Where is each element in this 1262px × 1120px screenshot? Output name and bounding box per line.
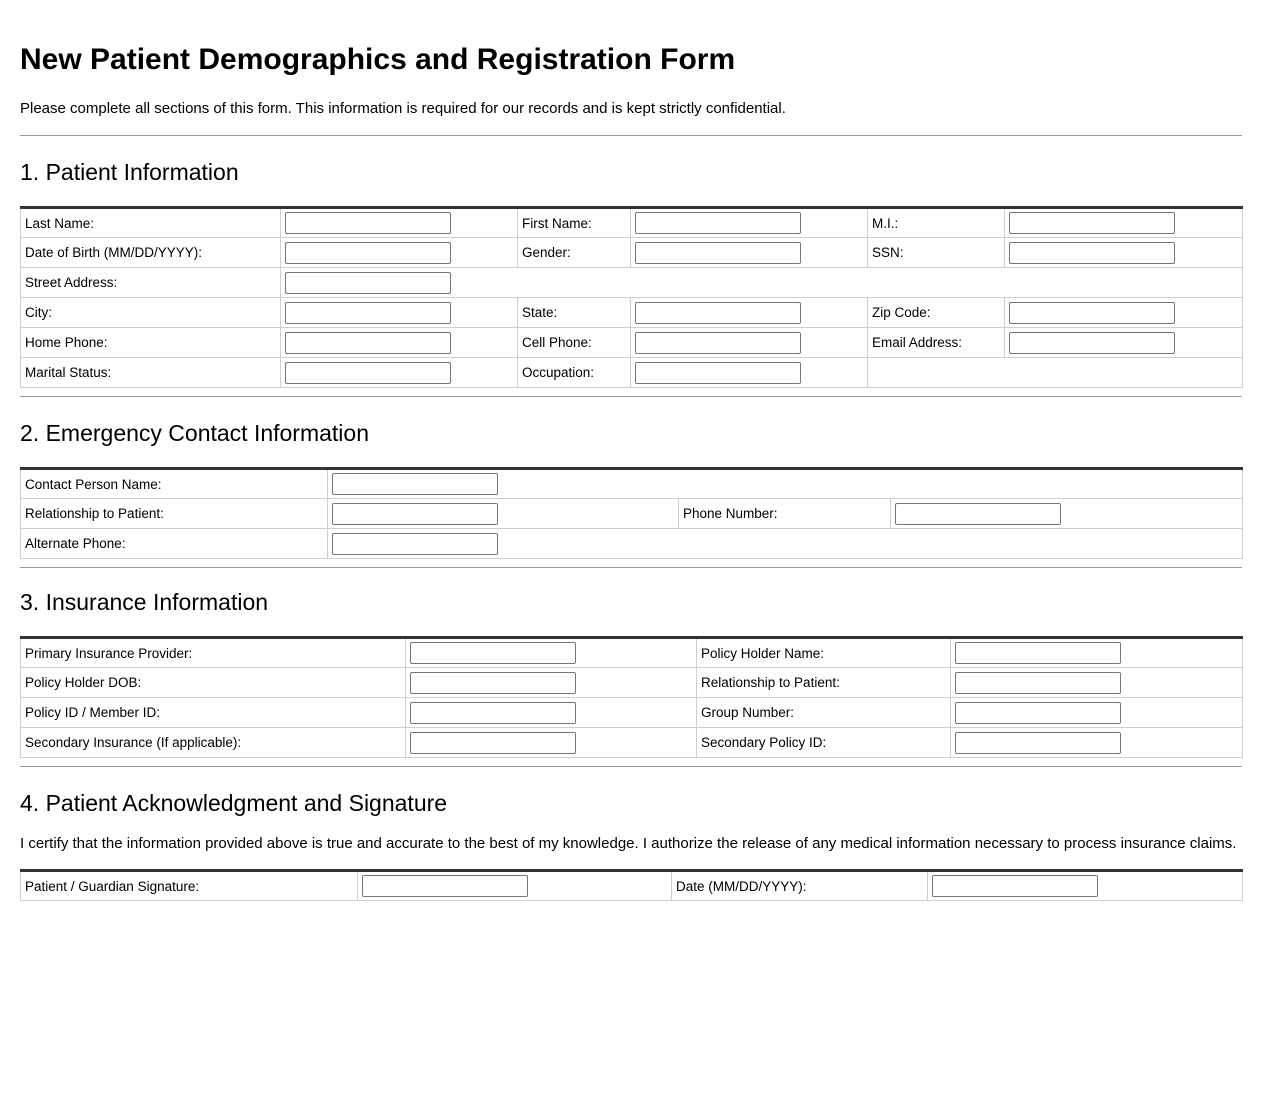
page-title: New Patient Demographics and Registration Form: [20, 43, 736, 76]
certification-statement: I certify that the information provided above is true and accurate to the best of my knowledge. I authorize the release of any medical information necessary to process insurance claims.: [20, 835, 1237, 852]
gender-input[interactable]: [635, 242, 801, 264]
signature-date-input[interactable]: [932, 875, 1098, 897]
table-row: [21, 298, 1243, 328]
signature-table: [20, 869, 1243, 901]
secondary-insurance-label: Secondary Insurance (If applicable):: [21, 728, 406, 758]
table-row: [21, 268, 1243, 298]
email-input[interactable]: [1009, 332, 1175, 354]
policy-holder-dob-label: Policy Holder DOB:: [21, 668, 406, 698]
divider: [20, 396, 1242, 397]
occupation-label: Occupation:: [518, 358, 631, 388]
email-label: Email Address:: [868, 328, 1005, 358]
table-row: [21, 469, 1243, 499]
first-name-input[interactable]: [635, 212, 801, 234]
alternate-phone-label: Alternate Phone:: [21, 529, 328, 559]
signature-date-label: Date (MM/DD/YYYY):: [672, 871, 928, 901]
contact-phone-label: Phone Number:: [679, 499, 891, 529]
section-heading-patient-info: 1. Patient Information: [20, 159, 239, 185]
secondary-policy-id-input[interactable]: [955, 732, 1121, 754]
section-heading-acknowledgment: 4. Patient Acknowledgment and Signature: [20, 790, 448, 816]
table-row: [21, 529, 1243, 559]
group-number-input[interactable]: [955, 702, 1121, 724]
primary-provider-input[interactable]: [410, 642, 576, 664]
divider: [20, 135, 1242, 136]
insurance-table: [20, 636, 1243, 758]
cell-phone-input[interactable]: [635, 332, 801, 354]
table-row: [21, 328, 1243, 358]
contact-name-label: Contact Person Name:: [21, 469, 328, 499]
dob-label: Date of Birth (MM/DD/YYYY):: [21, 238, 281, 268]
policy-holder-name-label: Policy Holder Name:: [697, 638, 951, 668]
secondary-policy-id-label: Secondary Policy ID:: [697, 728, 951, 758]
first-name-label: First Name:: [518, 208, 631, 238]
dob-input[interactable]: [285, 242, 451, 264]
cell-phone-label: Cell Phone:: [518, 328, 631, 358]
ssn-label: SSN:: [868, 238, 1005, 268]
divider: [20, 567, 1242, 568]
home-phone-label: Home Phone:: [21, 328, 281, 358]
gender-label: Gender:: [518, 238, 631, 268]
street-address-input[interactable]: [285, 272, 451, 294]
zip-code-input[interactable]: [1009, 302, 1175, 324]
city-input[interactable]: [285, 302, 451, 324]
intro-text: Please complete all sections of this form. This information is required for our records and is kept strictly confidential.: [20, 100, 786, 117]
primary-provider-label: Primary Insurance Provider:: [21, 638, 406, 668]
policy-id-label: Policy ID / Member ID:: [21, 698, 406, 728]
policy-holder-dob-input[interactable]: [410, 672, 576, 694]
marital-status-label: Marital Status:: [21, 358, 281, 388]
street-address-label: Street Address:: [21, 268, 281, 298]
home-phone-input[interactable]: [285, 332, 451, 354]
occupation-input[interactable]: [635, 362, 801, 384]
table-row: [21, 208, 1243, 238]
table-row: [21, 871, 1243, 901]
middle-initial-input[interactable]: [1009, 212, 1175, 234]
table-row: [21, 638, 1243, 668]
last-name-label: Last Name:: [21, 208, 281, 238]
signature-input[interactable]: [362, 875, 528, 897]
emergency-contact-table: [20, 467, 1243, 559]
divider: [20, 766, 1242, 767]
contact-name-input[interactable]: [332, 473, 498, 495]
policy-id-input[interactable]: [410, 702, 576, 724]
last-name-input[interactable]: [285, 212, 451, 234]
signature-label: Patient / Guardian Signature:: [21, 871, 358, 901]
insurance-relationship-label: Relationship to Patient:: [697, 668, 951, 698]
secondary-insurance-input[interactable]: [410, 732, 576, 754]
table-row: [21, 728, 1243, 758]
middle-initial-label: M.I.:: [868, 208, 1005, 238]
section-heading-emergency-contact: 2. Emergency Contact Information: [20, 420, 369, 446]
state-label: State:: [518, 298, 631, 328]
contact-phone-input[interactable]: [895, 503, 1061, 525]
marital-status-input[interactable]: [285, 362, 451, 384]
zip-code-label: Zip Code:: [868, 298, 1005, 328]
state-input[interactable]: [635, 302, 801, 324]
policy-holder-name-input[interactable]: [955, 642, 1121, 664]
table-row: [21, 668, 1243, 698]
alternate-phone-input[interactable]: [332, 533, 498, 555]
ssn-input[interactable]: [1009, 242, 1175, 264]
table-row: [21, 499, 1243, 529]
patient-info-table: [20, 206, 1243, 388]
table-row: [21, 698, 1243, 728]
contact-relationship-input[interactable]: [332, 503, 498, 525]
contact-relationship-label: Relationship to Patient:: [21, 499, 328, 529]
table-row: [21, 358, 1243, 388]
insurance-relationship-input[interactable]: [955, 672, 1121, 694]
section-heading-insurance: 3. Insurance Information: [20, 589, 269, 615]
city-label: City:: [21, 298, 281, 328]
group-number-label: Group Number:: [697, 698, 951, 728]
table-row: [21, 238, 1243, 268]
